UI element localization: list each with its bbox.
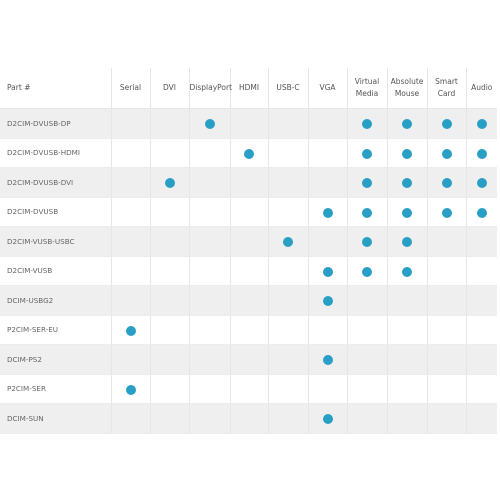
feature-cell (347, 109, 387, 139)
column-header (466, 68, 497, 109)
feature-cell (466, 109, 497, 139)
feature-cell (427, 227, 466, 257)
feature-cell (427, 374, 466, 404)
feature-cell (268, 109, 308, 139)
supported-dot-icon (402, 178, 412, 188)
feature-cell (466, 197, 497, 227)
feature-cell (189, 345, 230, 375)
supported-dot-icon (402, 237, 412, 247)
table-row (0, 138, 497, 168)
feature-cell (466, 227, 497, 257)
feature-cell (427, 109, 466, 139)
feature-cell (111, 345, 150, 375)
feature-cell (230, 256, 268, 286)
column-header (427, 68, 466, 109)
feature-cell (189, 315, 230, 345)
column-header-label: Mouse (394, 89, 420, 98)
column-header (230, 68, 268, 109)
feature-cell (268, 345, 308, 375)
supported-dot-icon (165, 178, 175, 188)
column-header (268, 68, 308, 109)
feature-cell (268, 168, 308, 198)
feature-cell (347, 168, 387, 198)
part-number-cell: D2CIM-VUSB-USBC (0, 227, 111, 257)
feature-cell (466, 168, 497, 198)
feature-cell (308, 315, 347, 345)
feature-cell (111, 256, 150, 286)
compatibility-table-container (0, 68, 497, 434)
column-header-label: Absolute (390, 77, 424, 86)
part-number-cell: D2CIM-DVUSB-HDMI (0, 138, 111, 168)
supported-dot-icon (442, 149, 452, 159)
feature-cell (427, 197, 466, 227)
feature-cell (230, 109, 268, 139)
feature-cell (347, 404, 387, 434)
feature-cell (427, 138, 466, 168)
feature-cell (268, 227, 308, 257)
feature-cell (387, 345, 427, 375)
column-header-label: Media (355, 89, 379, 98)
feature-cell (189, 286, 230, 316)
feature-cell (347, 345, 387, 375)
part-number-cell: D2CIM-DVUSB-DP (0, 109, 111, 139)
feature-cell (308, 138, 347, 168)
feature-cell (387, 256, 427, 286)
feature-cell (387, 404, 427, 434)
feature-cell (268, 286, 308, 316)
feature-cell (150, 138, 189, 168)
table-row (0, 227, 497, 257)
supported-dot-icon (205, 119, 215, 129)
feature-cell (427, 345, 466, 375)
feature-cell (230, 374, 268, 404)
feature-cell (308, 168, 347, 198)
feature-cell (230, 345, 268, 375)
column-header-label: VGA (319, 83, 336, 92)
feature-cell (466, 404, 497, 434)
feature-cell (308, 197, 347, 227)
supported-dot-icon (362, 178, 372, 188)
feature-cell (230, 197, 268, 227)
feature-cell (268, 256, 308, 286)
feature-cell (387, 109, 427, 139)
feature-cell (268, 374, 308, 404)
feature-cell (150, 109, 189, 139)
feature-cell (308, 404, 347, 434)
feature-cell (466, 256, 497, 286)
supported-dot-icon (362, 149, 372, 159)
supported-dot-icon (402, 119, 412, 129)
part-number-cell: D2CIM-DVUSB (0, 197, 111, 227)
feature-cell (111, 315, 150, 345)
feature-cell (189, 138, 230, 168)
column-header-label: HDMI (238, 83, 260, 92)
column-header (150, 68, 189, 109)
feature-cell (466, 374, 497, 404)
part-number-cell: P2CIM-SER-EU (0, 315, 111, 345)
column-header-label: Serial (119, 83, 142, 92)
feature-cell (111, 109, 150, 139)
feature-cell (189, 404, 230, 434)
feature-cell (111, 286, 150, 316)
feature-cell (466, 345, 497, 375)
column-header (189, 68, 233, 109)
feature-cell (150, 197, 189, 227)
feature-cell (111, 404, 150, 434)
supported-dot-icon (323, 208, 333, 218)
feature-cell (466, 286, 497, 316)
feature-cell (308, 256, 347, 286)
feature-cell (347, 256, 387, 286)
supported-dot-icon (402, 149, 412, 159)
feature-cell (189, 227, 230, 257)
feature-cell (189, 374, 230, 404)
supported-dot-icon (402, 267, 412, 277)
feature-cell (111, 197, 150, 227)
feature-cell (268, 315, 308, 345)
table-row (0, 197, 497, 227)
feature-cell (387, 138, 427, 168)
header-row (0, 68, 497, 109)
feature-cell (150, 374, 189, 404)
feature-cell (427, 286, 466, 316)
supported-dot-icon (283, 237, 293, 247)
feature-cell (347, 138, 387, 168)
feature-cell (189, 256, 230, 286)
feature-cell (150, 286, 189, 316)
supported-dot-icon (323, 414, 333, 424)
feature-cell (150, 227, 189, 257)
column-header-label: DisplayPort (189, 83, 233, 92)
part-number-cell: D2CIM-VUSB (0, 256, 111, 286)
feature-cell (427, 404, 466, 434)
supported-dot-icon (323, 355, 333, 365)
column-header (387, 68, 427, 109)
feature-cell (347, 315, 387, 345)
table-row (0, 109, 497, 139)
supported-dot-icon (362, 208, 372, 218)
feature-cell (308, 109, 347, 139)
table-body (0, 109, 497, 434)
feature-cell (189, 168, 230, 198)
column-header (308, 68, 347, 109)
feature-cell (427, 256, 466, 286)
supported-dot-icon (323, 267, 333, 277)
feature-cell (347, 374, 387, 404)
feature-cell (308, 345, 347, 375)
feature-cell (230, 286, 268, 316)
table-row (0, 256, 497, 286)
part-number-cell: DCIM-PS2 (0, 345, 111, 375)
feature-cell (347, 197, 387, 227)
feature-cell (427, 168, 466, 198)
supported-dot-icon (442, 178, 452, 188)
feature-cell (111, 168, 150, 198)
column-header-label: USB-C (276, 83, 300, 92)
feature-cell (387, 227, 427, 257)
feature-cell (230, 168, 268, 198)
supported-dot-icon (362, 237, 372, 247)
feature-cell (347, 227, 387, 257)
feature-cell (230, 138, 268, 168)
part-number-cell: D2CIM-DVUSB-DVI (0, 168, 111, 198)
feature-cell (189, 197, 230, 227)
column-header-label: DVI (163, 83, 176, 92)
part-number-cell: DCIM-USBG2 (0, 286, 111, 316)
supported-dot-icon (323, 296, 333, 306)
part-number-cell: DCIM-SUN (0, 404, 111, 434)
supported-dot-icon (477, 208, 487, 218)
feature-cell (111, 374, 150, 404)
feature-cell (308, 286, 347, 316)
part-column-header: Part # (0, 68, 111, 109)
feature-cell (150, 345, 189, 375)
table-row (0, 345, 497, 375)
feature-cell (466, 315, 497, 345)
supported-dot-icon (362, 119, 372, 129)
feature-cell (427, 315, 466, 345)
feature-cell (387, 374, 427, 404)
supported-dot-icon (362, 267, 372, 277)
supported-dot-icon (402, 208, 412, 218)
supported-dot-icon (126, 385, 136, 395)
table-row (0, 286, 497, 316)
column-header-label: Card (437, 89, 456, 98)
supported-dot-icon (126, 326, 136, 336)
feature-cell (387, 168, 427, 198)
feature-cell (268, 138, 308, 168)
column-header-label: Smart (435, 77, 458, 86)
feature-cell (268, 197, 308, 227)
table-row (0, 404, 497, 434)
feature-cell (150, 256, 189, 286)
feature-cell (466, 138, 497, 168)
table-header (0, 68, 497, 109)
column-header-label: Virtual (354, 77, 380, 86)
table-row (0, 168, 497, 198)
table-row (0, 374, 497, 404)
supported-dot-icon (477, 119, 487, 129)
supported-dot-icon (442, 208, 452, 218)
feature-cell (150, 315, 189, 345)
column-header (347, 68, 387, 109)
supported-dot-icon (244, 149, 254, 159)
feature-cell (150, 168, 189, 198)
feature-cell (230, 227, 268, 257)
feature-cell (230, 315, 268, 345)
feature-cell (111, 138, 150, 168)
column-header (111, 68, 150, 109)
column-header-label: Audio (471, 83, 493, 92)
table-row (0, 315, 497, 345)
feature-cell (150, 404, 189, 434)
supported-dot-icon (477, 178, 487, 188)
feature-cell (111, 227, 150, 257)
feature-cell (387, 315, 427, 345)
compatibility-table (0, 68, 497, 434)
feature-cell (308, 227, 347, 257)
feature-cell (268, 404, 308, 434)
feature-cell (308, 374, 347, 404)
supported-dot-icon (477, 149, 487, 159)
feature-cell (189, 109, 230, 139)
supported-dot-icon (442, 119, 452, 129)
feature-cell (387, 286, 427, 316)
part-number-cell: P2CIM-SER (0, 374, 111, 404)
feature-cell (347, 286, 387, 316)
feature-cell (387, 197, 427, 227)
feature-cell (230, 404, 268, 434)
